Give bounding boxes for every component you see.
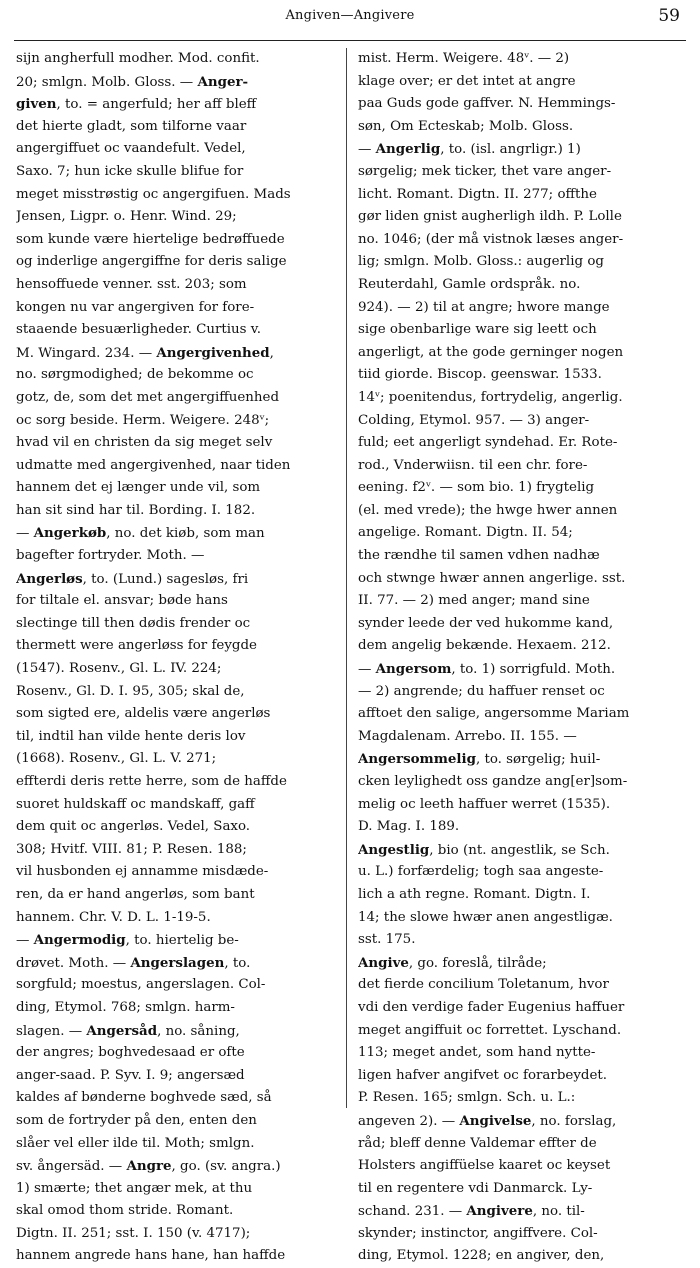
- text-line: synder leede der ved hukomme kand,: [358, 615, 614, 631]
- text-line: 924). — 2) til at angre; hwore mange: [358, 299, 610, 315]
- text-line: Jensen, Ligpr. o. Henr. Wind. 29;: [16, 209, 237, 225]
- text-line: ren, da er hand angerløs, som bant: [16, 886, 255, 902]
- text-line: drøvet. Moth. — Angerslagen, to.: [16, 954, 251, 971]
- text-line: og inderlige angergiffne for deris salige: [16, 254, 287, 270]
- text-line: ligen hafver angifvet oc forarbeydet.: [358, 1067, 608, 1083]
- text-line: P. Resen. 165; smlgn. Sch. u. L.:: [358, 1090, 576, 1106]
- text-line: 14; the slowe hwær anen angestligæ.: [358, 909, 613, 925]
- text-line: Angersommelig, to. sørgelig; huil-: [358, 751, 601, 768]
- text-line: Holsters angiffüelse kaaret oc keyset: [358, 1158, 611, 1174]
- text-line: tiid giorde. Biscop. geenswar. 1533.: [358, 367, 602, 383]
- text-line: staaende besuærligheder. Curtius v.: [16, 322, 262, 338]
- text-line: angerligt, at the gode gerninger nogen: [358, 344, 624, 360]
- header-rule: [14, 40, 686, 41]
- text-line: angergiffuet oc vaandefult. Vedel,: [16, 141, 246, 157]
- text-line: II. 77. — 2) med anger; mand sine: [358, 593, 590, 609]
- text-line: schand. 231. — Angivere, no. til-: [358, 1203, 585, 1220]
- text-line: hvad vil en christen da sig meget selv: [16, 435, 273, 451]
- text-line: til en regentere vdi Danmarck. Ly-: [358, 1180, 593, 1196]
- text-line: suoret huldskaff oc mandskaff, gaff: [16, 796, 255, 812]
- text-line: Rosenv., Gl. D. I. 95, 305; skal de,: [16, 683, 245, 699]
- text-line: slectinge till then dødis frender oc: [16, 615, 251, 631]
- text-line: (1547). Rosenv., Gl. L. IV. 224;: [16, 661, 222, 677]
- text-line: som kunde være hiertelige bedrøffuede: [16, 231, 285, 247]
- text-line: licht. Romant. Digtn. II. 277; offthe: [358, 186, 597, 202]
- text-line: mist. Herm. Weigere. 48ᵛ. — 2): [358, 51, 570, 66]
- text-line: der angres; boghvedesaad er ofte: [16, 1045, 245, 1061]
- text-line: Angestlig, bio (nt. angestlik, se Sch.: [358, 841, 610, 858]
- text-line: slåer vel eller ilde til. Moth; smlgn.: [16, 1135, 255, 1151]
- text-line: — 2) angrende; du haffuer renset oc: [358, 683, 605, 699]
- text-line: Angive, go. foreslå, tilråde;: [358, 954, 547, 971]
- text-line: eening. f2ᵛ. — som bio. 1) frygtelig: [358, 480, 595, 496]
- text-line: D. Mag. I. 189.: [358, 819, 460, 835]
- text-line: bagefter fortryder. Moth. —: [16, 548, 205, 564]
- text-line: lig; smlgn. Molb. Gloss.: augerlig og: [358, 254, 604, 270]
- text-line: hannem det ej længer unde vil, som: [16, 480, 261, 496]
- text-line: (1668). Rosenv., Gl. L. V. 271;: [16, 751, 217, 767]
- text-line: skal omod thom stride. Romant.: [16, 1203, 234, 1219]
- text-line: anger-saad. P. Syv. I. 9; angersæd: [16, 1067, 245, 1083]
- text-line: Colding, Etymol. 957. — 3) anger-: [358, 412, 590, 428]
- column-divider: [346, 48, 347, 1108]
- text-line: 1) smærte; thet angær mek, at thu: [16, 1180, 253, 1196]
- text-line: søn, Om Ecteskab; Molb. Gloss.: [358, 118, 574, 134]
- text-line: sst. 175.: [358, 932, 416, 948]
- text-line: hensoffuede venner. sst. 203; som: [16, 276, 247, 292]
- text-line: — Angersom, to. 1) sorrigfuld. Moth.: [358, 661, 616, 678]
- text-line: sijn angherfull modher. Mod. confit.: [16, 51, 260, 66]
- text-line: det hierte gladt, som tilforne vaar: [16, 118, 247, 134]
- text-line: melig oc leeth haffuer werret (1535).: [358, 796, 611, 812]
- running-head: Angiven—Angivere: [285, 8, 415, 23]
- text-line: effterdi deris rette herre, som de haffde: [16, 774, 287, 789]
- text-line: given, to. = angerfuld; her aff bleff: [16, 96, 257, 113]
- text-line: sige obenbarlige ware sig leett och: [358, 322, 597, 338]
- text-line: (el. med vrede); the hwge hwer annen: [358, 502, 618, 518]
- right-column: [358, 48, 680, 1268]
- text-line: slagen. — Angersåd, no. såning,: [16, 1022, 240, 1039]
- text-line: det fierde concilium Toletanum, hvor: [358, 977, 609, 993]
- text-line: angelige. Romant. Digtn. II. 54;: [358, 525, 573, 541]
- text-line: kongen nu var angergiven for fore-: [16, 299, 255, 315]
- text-line: Reuterdahl, Gamle ordspråk. no.: [358, 276, 581, 292]
- text-line: lich a ath regne. Romant. Digtn. I.: [358, 886, 591, 902]
- text-line: meget misstrøstig oc angergifuen. Mads: [16, 186, 291, 202]
- text-line: hannem. Chr. V. D. L. 1-19-5.: [16, 909, 211, 925]
- text-line: Magdalenam. Arrebo. II. 155. —: [358, 728, 577, 744]
- text-line: sørgelig; mek ticker, thet vare anger-: [358, 163, 612, 179]
- text-line: Digtn. II. 251; sst. I. 150 (v. 4717);: [16, 1225, 251, 1241]
- left-column: [16, 48, 338, 1268]
- text-line: angeven 2). — Angivelse, no. forslag,: [358, 1112, 617, 1129]
- text-line: the rændhe til samen vdhen nadhæ: [358, 548, 600, 564]
- text-line: sv. ångersäd. — Angre, go. (sv. angra.): [16, 1158, 281, 1175]
- text-line: 14ᵛ; poenitendus, fortrydelig, angerlig.: [358, 389, 623, 405]
- text-line: afftoet den salige, angersomme Mariam: [358, 706, 630, 722]
- page-number: 59: [658, 6, 680, 26]
- text-line: no. sørgmodighed; de bekomme oc: [16, 367, 254, 383]
- text-line: han sit sind har til. Bording. I. 182.: [16, 502, 256, 518]
- text-line: Angerløs, to. (Lund.) sagesløs, fri: [16, 570, 249, 587]
- text-line: for tiltale el. ansvar; bøde hans: [16, 593, 228, 609]
- text-line: och stwnge hwær annen angerlige. sst.: [358, 570, 626, 586]
- text-line: ding, Etymol. 1228; en angiver, den,: [358, 1248, 605, 1264]
- text-line: dem quit oc angerløs. Vedel, Saxo.: [16, 819, 251, 835]
- text-line: skynder; instinctor, angiffvere. Col-: [358, 1225, 598, 1241]
- page-header: [0, 0, 700, 40]
- text-line: cken leylighedt oss gandze ang[er]som-: [358, 774, 628, 789]
- text-line: gotz, de, som det met angergiffuenhed: [16, 389, 280, 405]
- text-line: hannem angrede hans hane, han haffde: [16, 1248, 286, 1264]
- text-line: fuld; eet angerligt syndehad. Er. Rote-: [358, 435, 618, 451]
- text-line: no. 1046; (der må vistnok læses anger-: [358, 231, 624, 247]
- text-line: thermett were angerløss for feygde: [16, 638, 257, 654]
- text-line: råd; bleff denne Valdemar effter de: [358, 1135, 597, 1151]
- text-line: som sigted ere, aldelis være angerløs: [16, 706, 271, 722]
- text-line: Saxo. 7; hun icke skulle blifue for: [16, 163, 244, 179]
- text-line: oc sorg beside. Herm. Weigere. 248ᵛ;: [16, 412, 270, 428]
- text-line: 20; smlgn. Molb. Gloss. — Anger-: [16, 73, 249, 90]
- text-line: klage over; er det intet at angre: [358, 73, 576, 89]
- text-line: dem angelig bekænde. Hexaem. 212.: [358, 638, 611, 654]
- text-line: gør liden gnist augherligh ildh. P. Lolle: [358, 209, 622, 225]
- text-line: udmatte med angergivenhed, naar tiden: [16, 457, 291, 473]
- text-line: u. L.) forfærdelig; togh saa angeste-: [358, 864, 604, 880]
- text-line: 113; meget andet, som hand nytte-: [358, 1045, 596, 1061]
- text-line: paa Guds gode gaffver. N. Hemmings-: [358, 96, 616, 112]
- text-line: sorgfuld; moestus, angerslagen. Col-: [16, 977, 266, 993]
- text-line: meget angiffuit oc forrettet. Lyschand.: [358, 1022, 622, 1038]
- text-line: M. Wingard. 234. — Angergivenhed,: [16, 344, 274, 361]
- text-line: vil husbonden ej annamme misdæde-: [16, 864, 269, 880]
- text-line: 308; Hvitf. VIII. 81; P. Resen. 188;: [16, 841, 247, 857]
- text-line: rod., Vnderwiisn. til een chr. fore-: [358, 457, 588, 473]
- text-line: til, indtil han vilde hente deris lov: [16, 728, 246, 744]
- text-line: — Angermodig, to. hiertelig be-: [16, 932, 239, 949]
- text-line: — Angerlig, to. (isl. angrligr.) 1): [358, 141, 581, 158]
- text-line: — Angerkøb, no. det kiøb, som man: [16, 525, 265, 542]
- text-line: vdi den verdige fader Eugenius haffuer: [358, 999, 625, 1015]
- text-line: som de fortryder på den, enten den: [16, 1112, 257, 1128]
- text-line: ding, Etymol. 768; smlgn. harm-: [16, 999, 235, 1015]
- text-line: kaldes af bønderne boghvede sæd, så: [16, 1090, 272, 1106]
